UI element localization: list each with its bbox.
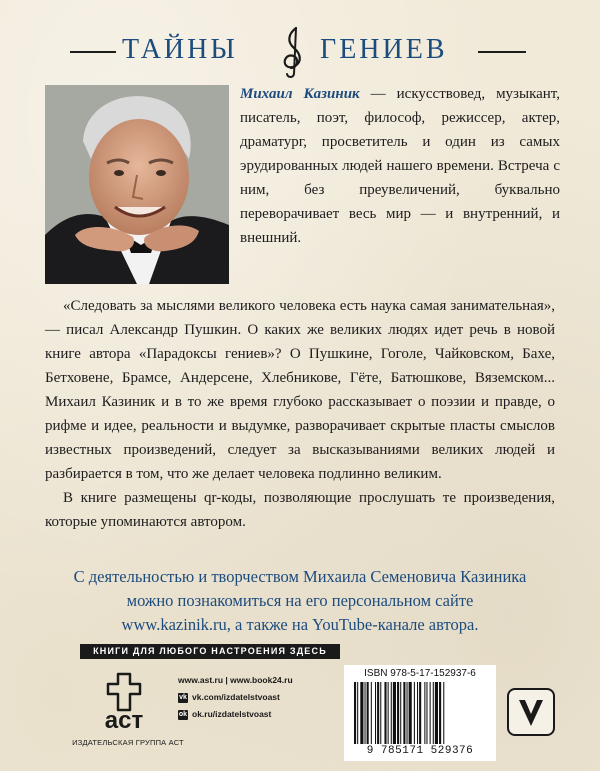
author-name: Михаил Казиник bbox=[240, 86, 360, 102]
slogan-band: КНИГИ ДЛЯ ЛЮБОГО НАСТРОЕНИЯ ЗДЕСЬ bbox=[80, 644, 340, 659]
series-title-right: ГЕНИЕВ bbox=[320, 34, 448, 65]
author-bio-text: — искусствовед, музыкант, писатель, поэт, философ, режиссер, актер, драматург, просветитель и один из самых эрудированных людей нашего времени. Встреча с ним, без преувеличений, буквально переворачивает весь мир — и внутренний, и внешний. bbox=[240, 86, 560, 246]
title-rule-left bbox=[70, 51, 116, 53]
barcode-bar bbox=[409, 682, 412, 744]
barcode-bar bbox=[443, 682, 444, 744]
ast-logo-icon bbox=[84, 670, 164, 732]
website-links[interactable] bbox=[178, 672, 348, 689]
vk-link[interactable] bbox=[178, 689, 348, 706]
website-note-line-1: С деятельностью и творчеством Михаила Семеновича Казиника bbox=[73, 567, 527, 586]
barcode-bar bbox=[426, 682, 427, 744]
barcode-bar bbox=[388, 682, 389, 744]
barcode-bar bbox=[354, 682, 356, 744]
v-logo-icon bbox=[507, 688, 555, 736]
barcode-bar bbox=[377, 682, 379, 744]
barcode-bar bbox=[367, 682, 369, 744]
vk-icon: vk bbox=[179, 693, 187, 701]
barcode-bar bbox=[430, 682, 431, 744]
ok-link-text[interactable]: ok.ru/izdatelstvoast bbox=[192, 709, 272, 719]
barcode-block bbox=[344, 665, 496, 761]
title-header bbox=[0, 28, 600, 76]
ok-icon: ok bbox=[178, 710, 188, 718]
barcode-bar bbox=[400, 682, 401, 744]
barcode-bar bbox=[417, 682, 418, 744]
barcode-bar bbox=[414, 682, 415, 744]
author-bio bbox=[240, 82, 560, 250]
website-note-line-3: www.kazinik.ru, а также на YouTube-канале автора. bbox=[121, 615, 479, 634]
ok-link[interactable] bbox=[178, 706, 348, 723]
barcode-bar bbox=[371, 682, 372, 744]
barcode-bar bbox=[407, 682, 408, 744]
publisher-links bbox=[178, 672, 348, 723]
barcode-bar bbox=[435, 682, 438, 744]
series-title-left: ТАЙНЫ bbox=[122, 34, 238, 65]
barcode-bar bbox=[433, 682, 434, 744]
barcode-bar bbox=[424, 682, 425, 744]
barcode-bar bbox=[360, 682, 363, 744]
website-note-line-2: можно познакомиться на его персональном сайте bbox=[126, 591, 474, 610]
website-links-text[interactable]: www.ast.ru | www.book24.ru bbox=[178, 675, 293, 685]
description-paragraph-2: В книге размещены qr-коды, позволяющие прослушать те произведения, которые упоминаются автором. bbox=[45, 490, 555, 530]
barcode-bar bbox=[375, 682, 376, 744]
author-portrait-illustration bbox=[45, 85, 229, 284]
ast-logo-text: аст bbox=[104, 707, 144, 732]
treble-clef-icon bbox=[274, 24, 314, 80]
author-website-note bbox=[40, 565, 560, 637]
vk-link-text[interactable]: vk.com/izdatelstvoast bbox=[192, 692, 280, 702]
barcode-bar bbox=[393, 682, 396, 744]
publisher-name: ИЗДАТЕЛЬСКАЯ ГРУППА АСТ bbox=[72, 738, 184, 747]
title-rule-right bbox=[478, 51, 526, 53]
barcode-bar bbox=[357, 682, 358, 744]
barcode-bar bbox=[365, 682, 366, 744]
barcode-icon bbox=[354, 682, 486, 744]
barcode-bar bbox=[380, 682, 381, 744]
barcode-bar bbox=[397, 682, 399, 744]
barcode-bar bbox=[419, 682, 421, 744]
book-description bbox=[45, 294, 555, 534]
isbn-text: ISBN 978-5-17-152937-6 bbox=[364, 668, 476, 679]
author-photo bbox=[45, 85, 229, 284]
barcode-bar bbox=[391, 682, 392, 744]
barcode-bar bbox=[439, 682, 441, 744]
description-paragraph-1: «Следовать за мыслями великого человека есть наука самая занимательная», — писал Александр Пушкин. О каких же великих людях идет речь в новой книге автора «Парадоксы гениев»? О Пушкине, Гоголе, Чайковском, Бахе, Бетховене, Брамсе, Андерсене, Хлебникове, Гёте, Батюшкове, Вяземском... Михаил Казиник и в то же время глубоко рассказывает о поэзии и правде, о рифме и идее, реальности и выдумке, разворачивает скрытые пласты смыслов известных произведений, следует за высказываниями великих людей и разбирается в том, что же делает человека подлинно великим. bbox=[45, 298, 555, 482]
barcode-number: 9 785171 529376 bbox=[366, 745, 474, 757]
barcode-bar bbox=[384, 682, 386, 744]
barcode-bar bbox=[403, 682, 405, 744]
